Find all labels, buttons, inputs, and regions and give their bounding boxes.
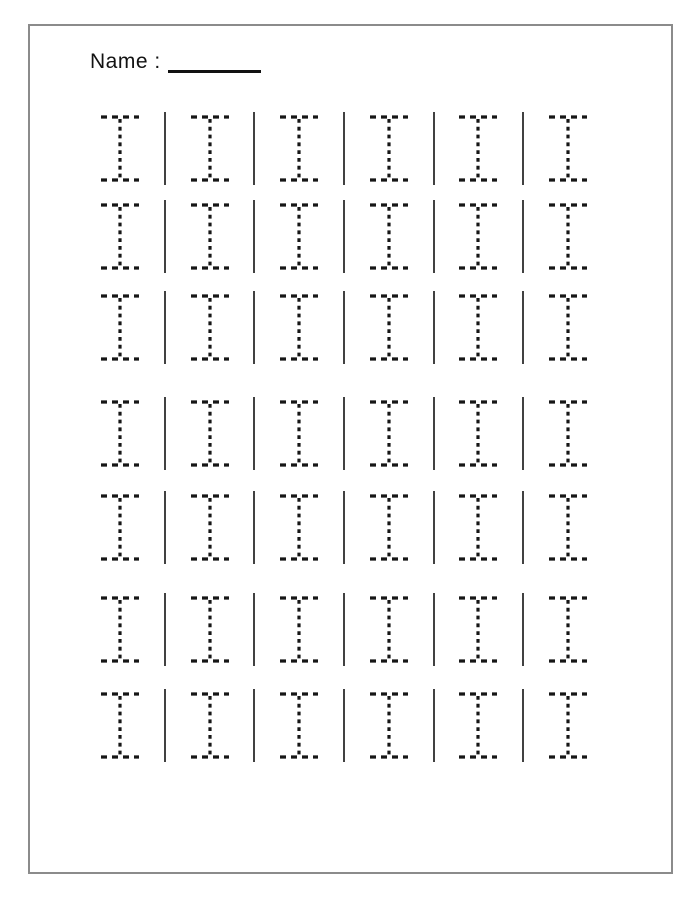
trace-letter-I [456, 491, 500, 564]
column-divider-line [522, 397, 524, 470]
trace-letter-I [277, 593, 321, 666]
trace-letter-I [277, 112, 321, 185]
trace-row [98, 112, 590, 185]
name-underline [168, 70, 261, 73]
trace-letter-I [277, 200, 321, 273]
name-label: Name : [90, 50, 161, 73]
column-divider-line [522, 200, 524, 273]
column-divider-line [433, 491, 435, 564]
column-divider-line [343, 689, 345, 762]
column-divider-line [343, 291, 345, 364]
column-divider-line [164, 593, 166, 666]
column-divider-line [343, 200, 345, 273]
trace-letter-I [456, 689, 500, 762]
trace-letter-I [188, 397, 232, 470]
column-divider-line [433, 200, 435, 273]
column-divider-line [253, 397, 255, 470]
column-divider-line [522, 291, 524, 364]
trace-letter-I [456, 397, 500, 470]
trace-letter-I [546, 200, 590, 273]
column-divider-line [164, 200, 166, 273]
column-divider-line [522, 593, 524, 666]
trace-letter-I [188, 112, 232, 185]
trace-letter-I [546, 593, 590, 666]
trace-letter-I [98, 291, 142, 364]
column-divider-line [253, 291, 255, 364]
trace-letter-I [277, 491, 321, 564]
trace-letter-I [98, 593, 142, 666]
trace-letter-I [277, 291, 321, 364]
trace-letter-I [546, 112, 590, 185]
column-divider-line [253, 593, 255, 666]
column-divider-line [253, 200, 255, 273]
column-divider-line [522, 112, 524, 185]
column-divider-line [164, 689, 166, 762]
trace-letter-I [98, 689, 142, 762]
column-divider-line [164, 397, 166, 470]
column-divider-line [343, 593, 345, 666]
trace-row [98, 200, 590, 273]
column-divider-line [343, 397, 345, 470]
trace-letter-I [367, 689, 411, 762]
trace-letter-I [367, 112, 411, 185]
trace-letter-I [367, 291, 411, 364]
trace-letter-I [188, 491, 232, 564]
column-divider-line [343, 112, 345, 185]
column-divider-line [343, 491, 345, 564]
trace-letter-I [277, 689, 321, 762]
trace-letter-I [546, 689, 590, 762]
trace-letter-I [546, 491, 590, 564]
column-divider-line [433, 689, 435, 762]
name-field [90, 50, 261, 74]
trace-letter-I [188, 689, 232, 762]
trace-letter-I [367, 200, 411, 273]
trace-row [98, 593, 590, 666]
trace-letter-I [98, 112, 142, 185]
column-divider-line [253, 491, 255, 564]
trace-letter-I [367, 593, 411, 666]
trace-letter-I [188, 291, 232, 364]
column-divider-line [522, 491, 524, 564]
column-divider-line [164, 112, 166, 185]
column-divider-line [433, 397, 435, 470]
trace-letter-I [456, 200, 500, 273]
trace-letter-I [456, 112, 500, 185]
trace-row [98, 291, 590, 364]
column-divider-line [164, 291, 166, 364]
trace-row [98, 397, 590, 470]
column-divider-line [433, 112, 435, 185]
trace-letter-I [98, 397, 142, 470]
trace-letter-I [367, 397, 411, 470]
trace-letter-I [188, 200, 232, 273]
column-divider-line [253, 112, 255, 185]
trace-row [98, 491, 590, 564]
trace-row [98, 689, 590, 762]
trace-letter-I [98, 491, 142, 564]
trace-letter-I [456, 291, 500, 364]
column-divider-line [164, 491, 166, 564]
trace-grid [98, 112, 590, 762]
trace-letter-I [188, 593, 232, 666]
trace-letter-I [456, 593, 500, 666]
trace-letter-I [277, 397, 321, 470]
trace-letter-I [546, 397, 590, 470]
column-divider-line [522, 689, 524, 762]
column-divider-line [253, 689, 255, 762]
column-divider-line [433, 291, 435, 364]
column-divider-line [433, 593, 435, 666]
trace-letter-I [367, 491, 411, 564]
trace-letter-I [98, 200, 142, 273]
trace-letter-I [546, 291, 590, 364]
